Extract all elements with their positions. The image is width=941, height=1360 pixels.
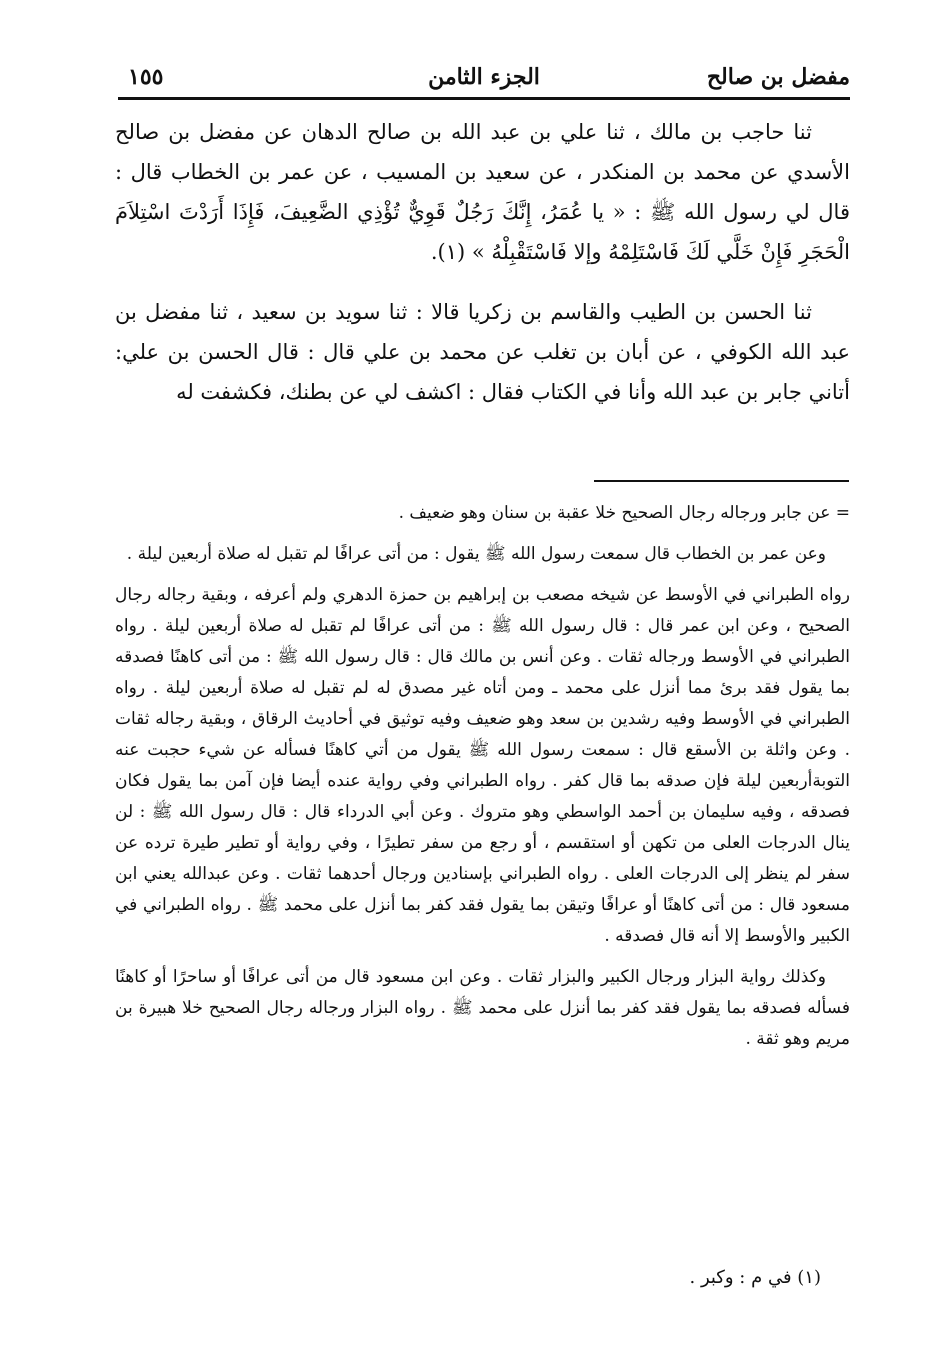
- notes-section: [115, 498, 850, 1055]
- header-volume: الجزء الثامن: [428, 64, 540, 90]
- note-paragraph: رواه الطبراني في الأوسط عن شيخه مصعب بن إبراهيم بن حمزة الدهري ولم أعرفه ، وبقية رجاله رجال الصحيح ، وعن ابن عمر قال : قال رسول الله ﷺ : من أتى عرافًا لم تقبل له صلاة أربعين ليلة . رواه الطبراني في الأوسط ورجاله ثقات . وعن أنس بن مالك قال : قال رسول الله ﷺ : من أتى كاهنًا فصدقه بما يقول فقد برئ مما أنزل على محمد ـ ومن أتاه غير مصدق له لم تقبل له صلاة أربعين ليلة . رواه الطبراني في الأوسط وفيه رشدين بن سعد وهو ضعيف وفيه توثيق في أحاديث الرقاق ، وبقية رجاله ثقات . وعن واثلة بن الأسقع قال : سمعت رسول الله ﷺ يقول من أتي كاهنًا فسأله عن شيء حجبت عنه التوبةأربعين ليلة فإن صدقه بما قال كفر . رواه الطبراني وفي رواية عنده أيضا فإن آمن بما يقول فكان فصدقه ، وفيه سليمان بن أحمد الواسطي وهو متروك . وعن أبي الدرداء قال : قال رسول الله ﷺ : لن ينال الدرجات العلى من تكهن أو استقسم ، أو رجع من سفر تطيرًا ، وفي رواية أو تطير طيرة ترده عن سفر لم ينظر إلى الدرجات العلى . رواه الطبراني بإسنادين ورجال أحدهما ثقات . وعن عبدالله يعني ابن مسعود قال : من أتى كاهنًا أو عرافًا وتيقن بما يقول فقد كفر بما أنزل على محمد ﷺ . رواه الطبراني في الكبير والأوسط إلا أنه قال فصدقه .: [115, 585, 851, 946]
- main-paragraph: ثنا الحسن بن الطيب والقاسم بن زكريا قالا : ثنا سويد بن سعيد ، ثنا مفضل بن عبد الله الكوفي ، عن أبان بن تغلب عن محمد بن علي قال : قال الحسن بن علي: أتاني جابر بن عبد الله وأنا في الكتاب فقال : اكشف لي عن بطنك، فكشفت له: [115, 300, 850, 404]
- page-number: ١٥٥: [128, 64, 164, 90]
- note-paragraph: وعن عمر بن الخطاب قال سمعت رسول الله ﷺ يقول : من أتى عرافًا لم تقبل له صلاة أربعين ليلة .: [126, 544, 826, 564]
- header-author: مفضل بن صالح: [706, 64, 850, 90]
- footnote-separator: [594, 480, 849, 482]
- running-header: [118, 62, 850, 94]
- footnote: (١) في م : وكبر .: [689, 1267, 821, 1288]
- note-paragraph: = عن جابر ورجاله رجال الصحيح خلا عقبة بن سنان وهو ضعيف .: [398, 503, 850, 523]
- main-paragraph: ثنا حاجب بن مالك ، ثنا علي بن عبد الله بن صالح الدهان عن مفضل بن صالح الأسدي عن محمد بن المنكدر ، عن سعيد بن المسيب ، عن عمر بن الخطاب قال : قال لي رسول الله ﷺ : « يا عُمَرُ، إِنَّكَ رَجُلٌ قَوِيٌّ تُؤْذِي الضَّعِيفَ، فَإِذَا أَرَدْتَ اسْتِلاَمَ الْحَجَرِ فَإِنْ خَلَّي لَكَ فَاسْتَلِمْهُ وإلا فَاسْتَقْبِلْهُ » (١).: [115, 120, 850, 264]
- note-paragraph: وكذلك رواية البزار ورجال الكبير والبزار ثقات . وعن ابن مسعود قال من أتى عرافًا أو ساحرًا أو كاهنًا فسأله فصدقه بما يقول فقد كفر بما أنزل على محمد ﷺ . رواه البزار ورجاله رجال الصحيح خلا هبيرة بن مريم وهو ثقة .: [115, 967, 850, 1049]
- header-rule: [118, 97, 850, 100]
- main-text: [115, 112, 850, 412]
